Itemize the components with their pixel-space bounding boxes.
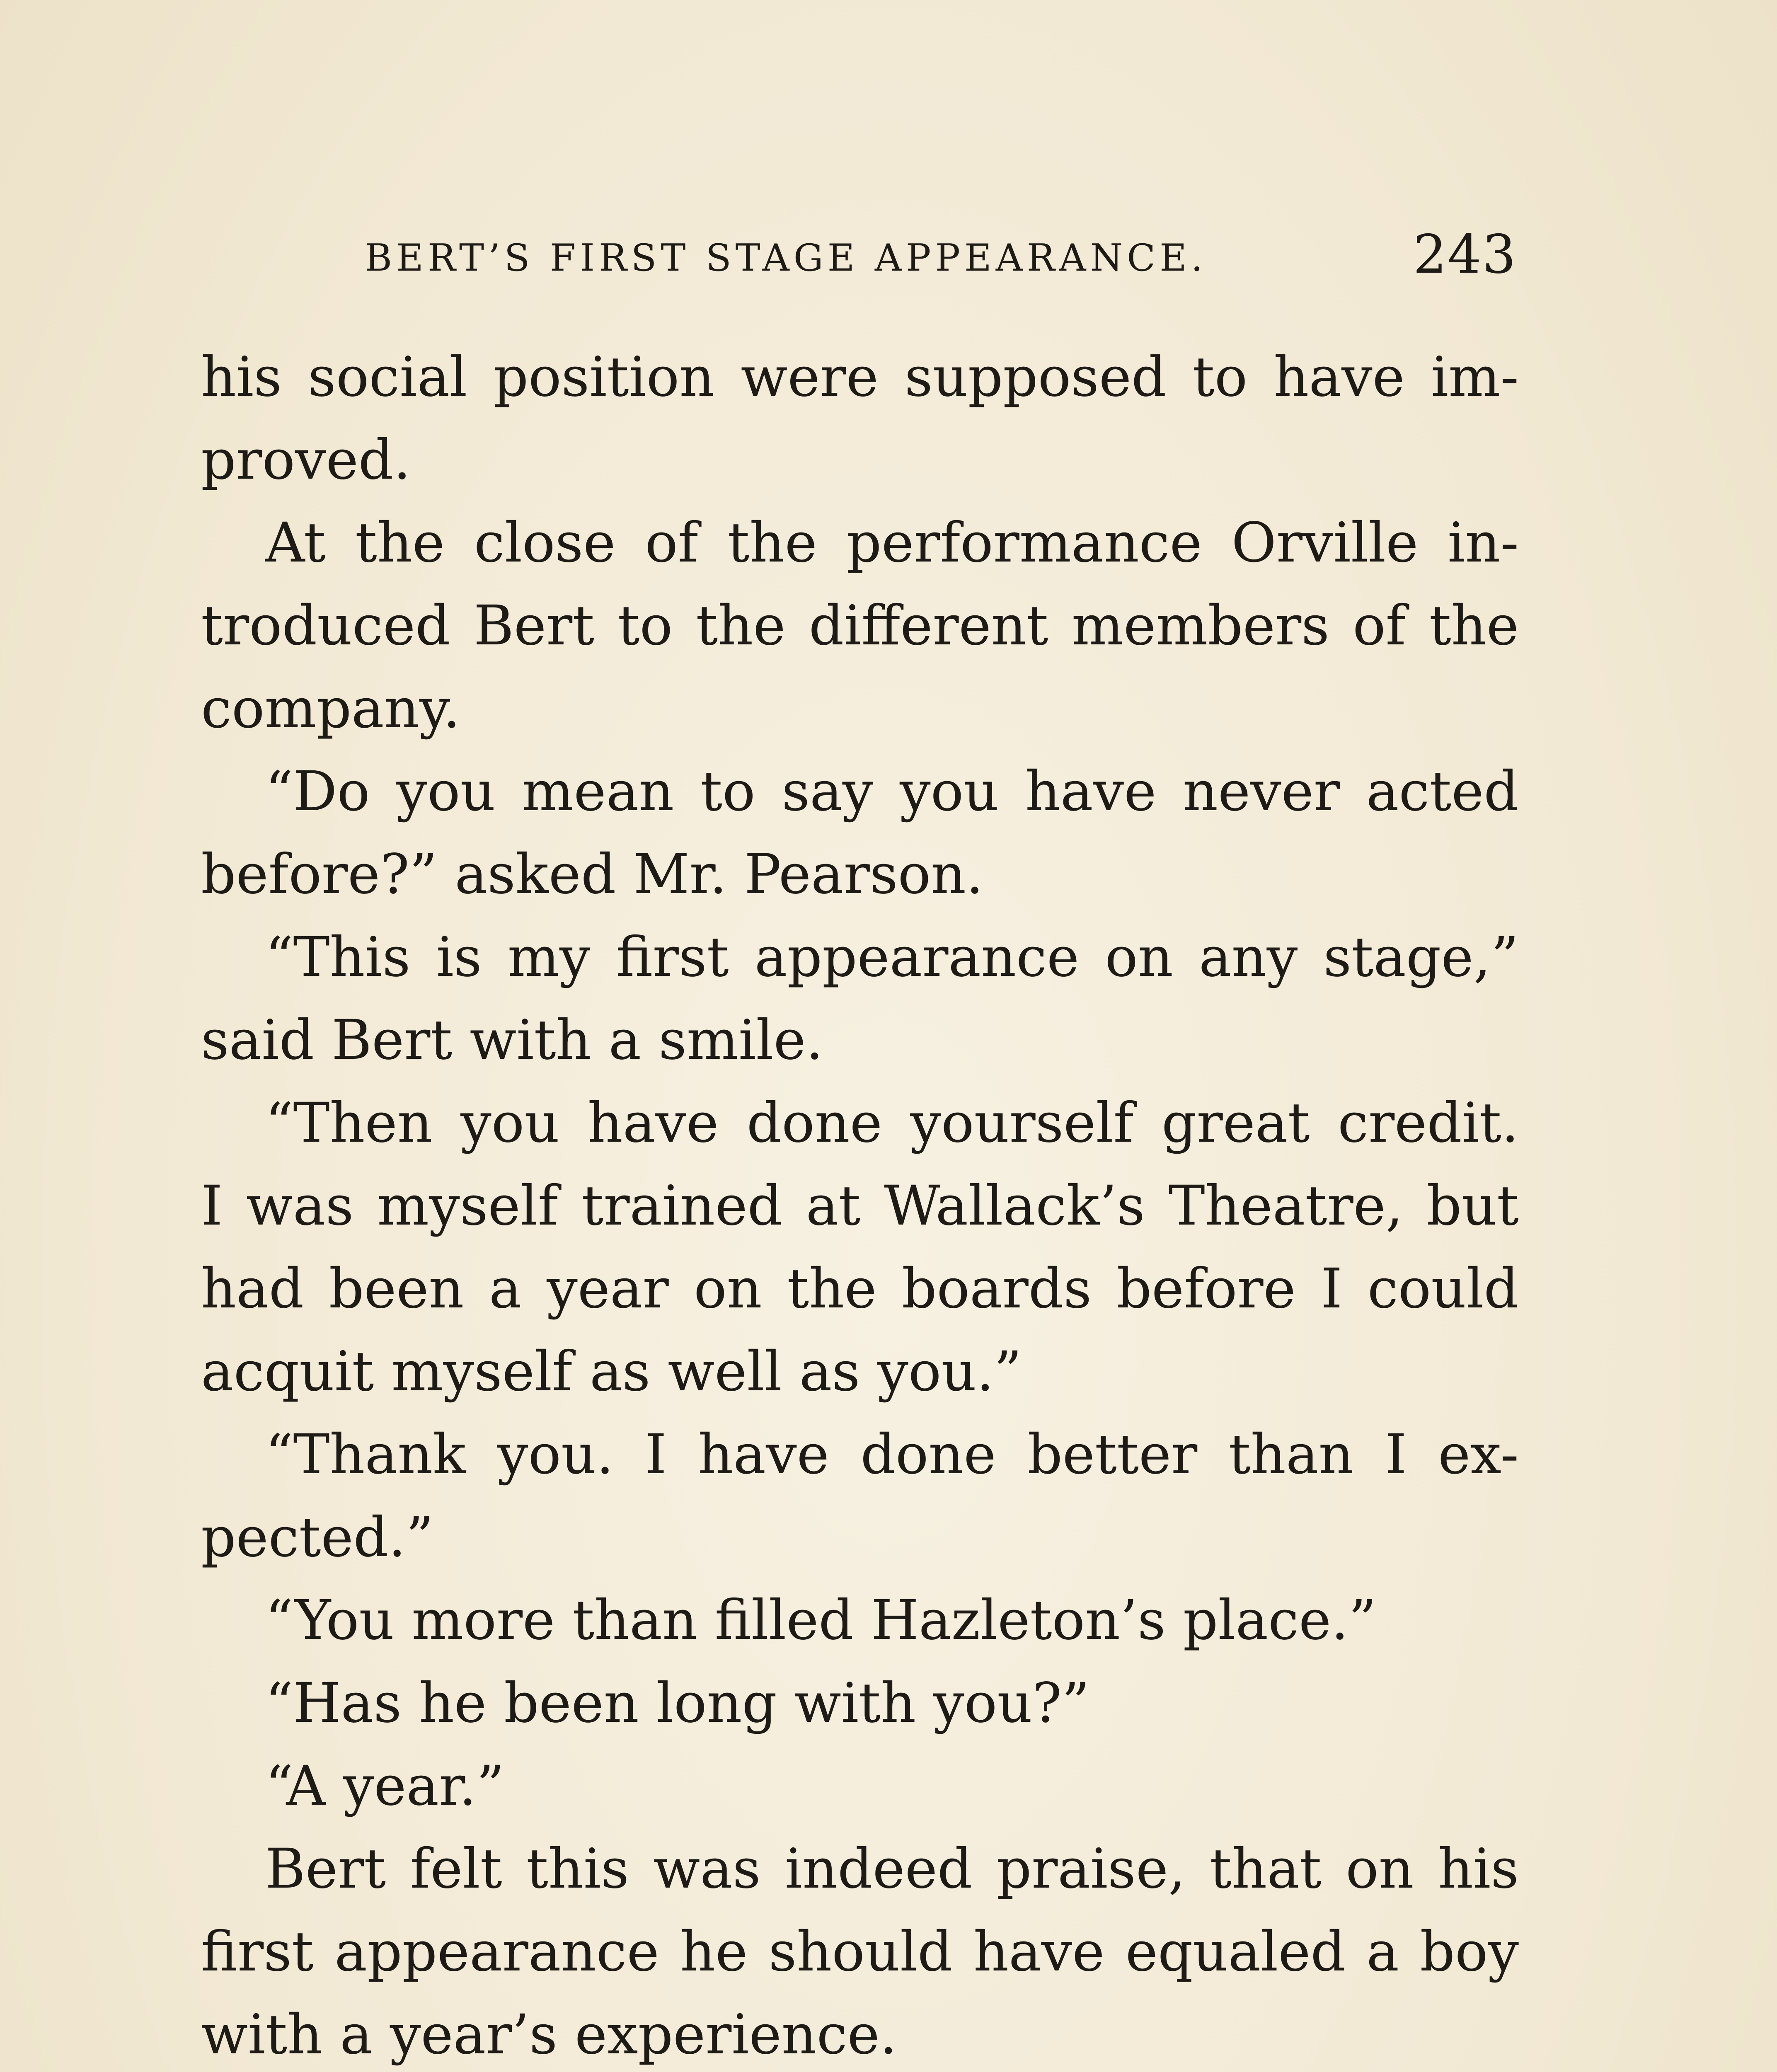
text-line: pected.” [201,1506,434,1569]
body-text [201,336,1519,2072]
text-line: proved. [201,428,411,492]
text-line: “You more than filled Hazleton’s place.” [265,1588,1377,1652]
text-line: said Bert with a smile. [201,1008,823,1072]
text-line: “This is my first appearance on any stage,” [265,925,1519,989]
text-line: had been a year on the boards before I could [201,1257,1519,1321]
text-line: with a year’s experience. [201,2003,897,2067]
page-number: 243 [1413,224,1517,286]
text-line: “Do you mean to say you have never acted [265,760,1519,823]
text-line: before?” asked Mr. Pearson. [201,842,984,906]
text-line: acquit myself as well as you.” [201,1340,1022,1404]
text-line: At the close of the performance Orville in- [265,511,1519,575]
running-head [365,224,1517,286]
text-line: Bert felt this was indeed praise, that on his [265,1837,1519,1901]
text-line: I was myself trained at Wallack’s Theatre, but [201,1174,1519,1238]
text-line: “A year.” [265,1754,505,1818]
text-line: company. [201,677,460,741]
text-line: “Has he been long with you?” [265,1671,1090,1735]
text-line: first appearance he should have equaled a boy [201,1920,1519,1984]
running-title: BERT’S FIRST STAGE APPEARANCE. [365,236,1207,280]
text-line: “Thank you. I have done better than I ex- [265,1423,1519,1486]
text-line: troduced Bert to the different members of the [201,594,1519,658]
text-line: “Then you have done yourself great credit. [265,1091,1519,1155]
text-line: his social position were supposed to have im- [201,345,1519,409]
